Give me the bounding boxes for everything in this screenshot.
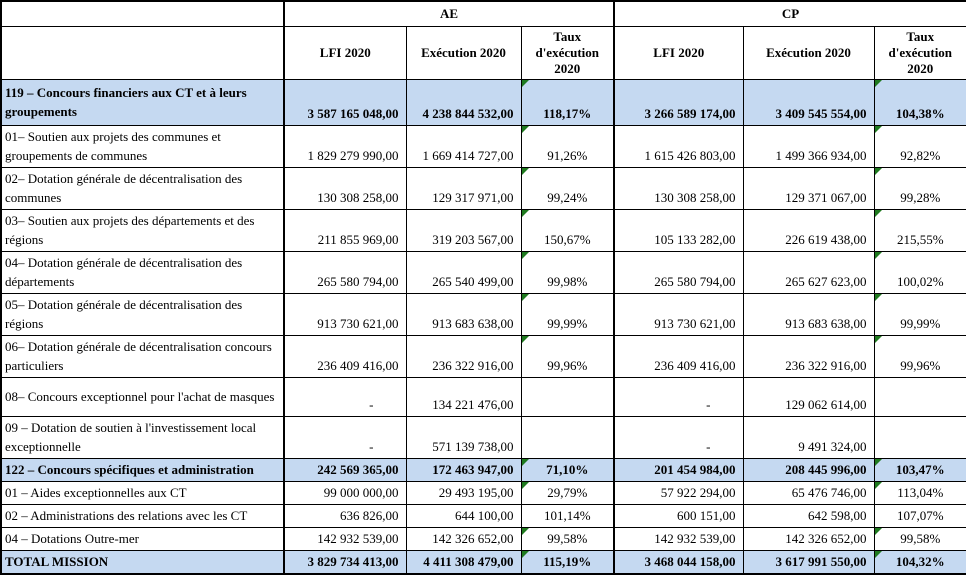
cell-cp-exec [743,209,874,251]
cell-ae-lfi [284,209,406,251]
cell-cp-lfi [614,167,743,209]
cell-value: 142 932 539,00 [317,530,399,546]
col-header-ae-execution: Exécution 2020 [406,26,521,79]
cell-value: - [369,396,374,412]
table-row [1,504,966,527]
cell-value: 104,32% [895,553,945,569]
cell-cp-taux [874,377,966,416]
cell-value: 265 580 794,00 [317,273,399,289]
row-label: 122 – Concours spécifiques et administration [1,458,284,481]
cell-cp-exec [743,458,874,481]
cell-value: 113,04% [897,484,944,500]
cell-cp-lfi [614,377,743,416]
cell-value: 71,10% [546,461,589,477]
cell-value: 1 615 426 803,00 [644,147,736,163]
row-label: 03– Soutien aux projets des départements et des régions [1,209,284,251]
table-row [1,416,966,458]
cell-value: 644 100,00 [455,507,514,523]
cell-value: 636 826,00 [340,507,399,523]
cell-ae-lfi [284,416,406,458]
error-flag-icon [875,294,882,301]
cell-cp-taux [874,550,966,574]
cell-cp-lfi [614,79,743,125]
cell-ae-taux [521,550,614,574]
cell-cp-lfi [614,416,743,458]
row-label: TOTAL MISSION [1,550,284,574]
cell-value: 172 463 947,00 [432,461,514,477]
cell-value: 4 411 308 479,00 [423,553,514,569]
error-flag-icon [522,210,529,217]
col-header-cp-taux: Taux d'exécution 2020 [874,26,966,79]
cell-cp-taux [874,167,966,209]
table-row [1,125,966,167]
cell-value: 9 491 324,00 [798,438,867,454]
error-flag-icon [875,551,882,558]
cell-ae-taux [521,481,614,504]
table-row [1,481,966,504]
cell-ae-lfi [284,550,406,574]
cell-ae-exec [406,458,521,481]
cell-value: 134 221 476,00 [432,396,514,412]
cell-cp-lfi [614,125,743,167]
cell-value: 99,96% [547,357,588,373]
cell-ae-taux [521,79,614,125]
cell-cp-exec [743,550,874,574]
cell-value: 571 139 738,00 [432,438,514,454]
cell-value: - [706,438,711,454]
cell-value: 99,28% [900,189,941,205]
cell-value: 142 326 652,00 [432,530,514,546]
cell-value: 129 062 614,00 [785,396,867,412]
cell-value: 3 409 545 554,00 [775,105,867,121]
row-label: 04– Dotation générale de décentralisation des départements [1,251,284,293]
cell-ae-lfi [284,481,406,504]
error-flag-icon [522,482,529,489]
table-body [1,79,966,574]
error-flag-icon [875,126,882,133]
cell-value: 103,47% [895,461,945,477]
cell-ae-lfi [284,504,406,527]
cell-cp-taux [874,79,966,125]
section-row [1,79,966,125]
cell-value: 265 540 499,00 [432,273,514,289]
section-row [1,458,966,481]
cell-value: 265 627 623,00 [785,273,867,289]
error-flag-icon [522,294,529,301]
row-label: 01 – Aides exceptionnelles aux CT [1,481,284,504]
cell-cp-exec [743,125,874,167]
cell-value: - [706,396,711,412]
cell-value: 208 445 996,00 [785,461,867,477]
cell-value: 3 617 991 550,00 [775,553,867,569]
cell-ae-exec [406,481,521,504]
cell-value: 130 308 258,00 [317,189,399,205]
cell-ae-taux [521,377,614,416]
error-flag-icon [875,210,882,217]
cell-ae-taux [521,293,614,335]
cell-cp-exec [743,251,874,293]
cell-value: 642 598,00 [808,507,867,523]
cell-cp-taux [874,458,966,481]
cell-cp-exec [743,416,874,458]
cell-value: 3 587 165 048,00 [307,105,399,121]
cell-ae-lfi [284,335,406,377]
corner-cell-top [1,1,284,26]
group-header-ae: AE [284,1,614,26]
cell-value: 99,58% [900,530,941,546]
error-flag-icon [875,80,882,87]
error-flag-icon [522,80,529,87]
cell-value: 1 669 414 727,00 [422,147,514,163]
cell-value: 118,17% [543,105,592,121]
error-flag-icon [522,252,529,259]
cell-cp-taux [874,335,966,377]
cell-value: 99,99% [547,315,588,331]
cell-value: 3 829 734 413,00 [307,553,399,569]
row-label: 01– Soutien aux projets des communes et groupements de communes [1,125,284,167]
error-flag-icon [875,336,882,343]
cell-value: 142 326 652,00 [785,530,867,546]
cell-cp-lfi [614,293,743,335]
cell-value: 91,26% [547,147,588,163]
cell-cp-taux [874,416,966,458]
cell-value: - [369,438,374,454]
row-label: 119 – Concours financiers aux CT et à leurs groupements [1,79,284,125]
table-row [1,293,966,335]
error-flag-icon [875,459,882,466]
cell-value: 913 683 638,00 [432,315,514,331]
cell-value: 57 922 294,00 [660,484,736,500]
cell-value: 92,82% [900,147,941,163]
cell-ae-lfi [284,251,406,293]
cell-value: 105 133 282,00 [654,231,736,247]
cell-value: 99,99% [900,315,941,331]
cell-ae-exec [406,125,521,167]
cell-ae-taux [521,335,614,377]
cell-value: 4 238 844 532,00 [422,105,514,121]
cell-ae-taux [521,125,614,167]
row-label: 09 – Dotation de soutien à l'investissement local exceptionnelle [1,416,284,458]
cell-ae-exec [406,293,521,335]
cell-value: 913 730 621,00 [654,315,736,331]
col-header-ae-taux: Taux d'exécution 2020 [521,26,614,79]
cell-value: 236 409 416,00 [654,357,736,373]
cell-value: 115,19% [543,553,592,569]
cell-value: 142 932 539,00 [654,530,736,546]
cell-cp-lfi [614,504,743,527]
column-header-row [1,26,966,79]
cell-cp-exec [743,481,874,504]
cell-value: 913 683 638,00 [785,315,867,331]
row-label: 08– Concours exceptionnel pour l'achat de masques [1,377,284,416]
total-row [1,550,966,574]
table-row [1,209,966,251]
cell-value: 99,98% [547,273,588,289]
cell-cp-lfi [614,335,743,377]
cell-value: 242 569 365,00 [317,461,399,477]
row-label: 04 – Dotations Outre-mer [1,527,284,550]
cell-value: 1 829 279 990,00 [307,147,399,163]
cell-ae-taux [521,458,614,481]
table-header [1,1,966,79]
row-label: 05– Dotation générale de décentralisation des régions [1,293,284,335]
table-row [1,251,966,293]
cell-ae-exec [406,416,521,458]
cell-value: 211 855 969,00 [317,231,399,247]
cell-cp-exec [743,504,874,527]
cell-value: 65 476 746,00 [791,484,867,500]
cell-ae-taux [521,209,614,251]
cell-ae-taux [521,504,614,527]
cell-cp-exec [743,79,874,125]
error-flag-icon [522,168,529,175]
cell-value: 107,07% [896,507,944,523]
cell-value: 150,67% [543,231,591,247]
cell-value: 129 371 067,00 [785,189,867,205]
group-header-row [1,1,966,26]
error-flag-icon [522,459,529,466]
row-label: 06– Dotation générale de décentralisation concours particuliers [1,335,284,377]
error-flag-icon [522,126,529,133]
table-row [1,167,966,209]
cell-value: 265 580 794,00 [654,273,736,289]
cell-value: 99 000 000,00 [323,484,399,500]
cell-value: 236 322 916,00 [785,357,867,373]
cell-value: 1 499 366 934,00 [775,147,867,163]
error-flag-icon [875,252,882,259]
cell-ae-lfi [284,293,406,335]
cell-ae-taux [521,416,614,458]
cell-ae-lfi [284,167,406,209]
cell-cp-lfi [614,481,743,504]
error-flag-icon [875,482,882,489]
cell-value: 215,55% [896,231,944,247]
table-row [1,335,966,377]
cell-ae-exec [406,79,521,125]
cell-cp-exec [743,167,874,209]
cell-cp-taux [874,504,966,527]
corner-cell-bottom [1,26,284,79]
cell-ae-lfi [284,79,406,125]
cell-ae-exec [406,209,521,251]
cell-value: 101,14% [543,507,591,523]
cell-cp-exec [743,293,874,335]
cell-cp-taux [874,481,966,504]
cell-ae-exec [406,167,521,209]
group-header-cp: CP [614,1,966,26]
col-header-ae-lfi: LFI 2020 [284,26,406,79]
cell-value: 3 266 589 174,00 [644,105,736,121]
cell-ae-taux [521,167,614,209]
cell-value: 226 619 438,00 [785,231,867,247]
cell-ae-exec [406,377,521,416]
cell-value: 99,58% [547,530,588,546]
cell-ae-lfi [284,125,406,167]
cell-cp-lfi [614,209,743,251]
cell-value: 3 468 044 158,00 [644,553,736,569]
cell-value: 236 322 916,00 [432,357,514,373]
cell-value: 319 203 567,00 [432,231,514,247]
cell-value: 600 151,00 [677,507,736,523]
col-header-cp-lfi: LFI 2020 [614,26,743,79]
cell-value: 201 454 984,00 [654,461,736,477]
cell-cp-lfi [614,251,743,293]
cell-cp-taux [874,209,966,251]
cell-cp-taux [874,293,966,335]
error-flag-icon [522,551,529,558]
cell-value: 129 317 971,00 [432,189,514,205]
cell-value: 99,96% [900,357,941,373]
cell-value: 100,02% [896,273,944,289]
table-row [1,377,966,416]
error-flag-icon [522,336,529,343]
cell-value: 99,24% [547,189,588,205]
cell-ae-exec [406,335,521,377]
cell-ae-lfi [284,458,406,481]
cell-value: 130 308 258,00 [654,189,736,205]
row-label: 02 – Administrations des relations avec les CT [1,504,284,527]
cell-value: 236 409 416,00 [317,357,399,373]
col-header-cp-execution: Exécution 2020 [743,26,874,79]
cell-cp-taux [874,251,966,293]
cell-value: 29,79% [547,484,588,500]
cell-cp-exec [743,377,874,416]
error-flag-icon [875,528,882,535]
cell-ae-exec [406,251,521,293]
cell-value: 29 493 195,00 [438,484,514,500]
cell-cp-exec [743,335,874,377]
row-label: 02– Dotation générale de décentralisation des communes [1,167,284,209]
cell-ae-exec [406,504,521,527]
cell-cp-taux [874,125,966,167]
cell-cp-lfi [614,458,743,481]
cell-value: 104,38% [895,105,945,121]
error-flag-icon [522,528,529,535]
cell-value: 913 730 621,00 [317,315,399,331]
error-flag-icon [875,168,882,175]
cell-ae-exec [406,550,521,574]
cell-cp-lfi [614,550,743,574]
cell-ae-lfi [284,377,406,416]
cell-ae-taux [521,251,614,293]
